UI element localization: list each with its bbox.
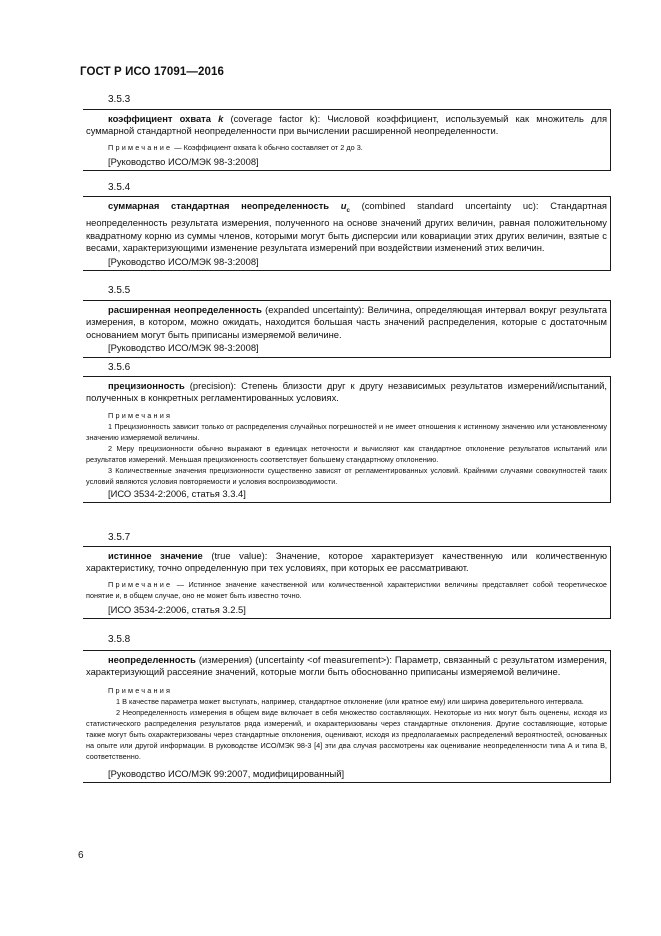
term-entry-3-5-6 xyxy=(83,376,611,503)
term-title: неопределенность xyxy=(108,654,196,665)
note-label: Примечание xyxy=(108,579,173,589)
source-reference: [Руководство ИСО/МЭК 98-3:2008] xyxy=(108,255,259,267)
entry-number: 3.5.3 xyxy=(108,94,131,105)
term-english: (expanded uncertainty) xyxy=(265,304,362,315)
page-number: 6 xyxy=(78,850,84,861)
term-entry-3-5-5 xyxy=(83,300,611,358)
term-title: коэффициент охвата xyxy=(108,113,211,124)
term-entry-3-5-3: коэффициент охвата k (coverage factor k): Числовой коэффициент, используемый как множитель для суммарной стандартной неопределенности при вычислении расширенной неопределенности. Примечание — Коэффициент охвата k обычно составляет от 2 до 3. [Руководство ИСО/МЭК 98-3:2008] xyxy=(83,109,611,171)
source-reference: [Руководство ИСО/МЭК 98-3:2008] xyxy=(108,342,259,354)
term-title: суммарная стандартная неопределенность xyxy=(108,200,330,211)
notes-title: Примечания xyxy=(108,410,173,420)
source-reference: [Руководство ИСО/МЭК 98-3:2008] xyxy=(108,155,259,167)
term-definition: : Параметр, связанный с результатом измерения, характеризующий рассеяние значений, которые могли быть обоснованно приписаны измеряемой величине. xyxy=(86,654,607,678)
term-definition: : Значение, которое характеризует качественную или количественную характеристику, точно определенную при тех условиях, при которых ее рассматривают. xyxy=(86,550,608,574)
entry-number: 3.5.5 xyxy=(108,285,131,296)
notes-title: Примечания xyxy=(108,685,173,695)
term-english: (true value) xyxy=(211,550,265,561)
term-title: расширенная неопределенность xyxy=(108,304,262,315)
term-english: (precision) xyxy=(189,380,234,391)
document-header: ГОСТ Р ИСО 17091—2016 xyxy=(80,66,225,78)
note-text: — Истинное значение качественной или количественной характеристики величины представляет собой теоретическое понятие и, в общем случае, оно не может быть известно точно. xyxy=(86,579,607,600)
note-item: 1 В качестве параметра может выступать, например, стандартное отклонение (или кратное ему) или ширина доверительного интервала. xyxy=(116,696,584,706)
note-text: — Коэффициент охвата k обычно составляет от 2 до 3. xyxy=(172,142,363,152)
note-item: 1 Прецизионность зависит только от распределения случайных погрешностей и не имеет отношения к истинному значению или установленному значению измеряемой величины. xyxy=(86,421,607,442)
term-title: прецизионность xyxy=(108,380,185,391)
entry-number: 3.5.7 xyxy=(108,532,131,543)
term-entry-3-5-4: суммарная стандартная неопределенность $u_c$ (combined standard uncertainty uc): Стандартная неопределенность результата измерения, полученного на основе значений других величин, равная положительному квадратному корню из суммы членов, которыми могут быть дисперсии или ковариации этих других величин, взятые с весами, характеризующими изменение результата измерений при воздействии изменений этих величин. [Руководство ИСО/МЭК 98-3:2008] xyxy=(83,196,611,271)
term-definition: : Числовой коэффициент, используемый как множитель для суммарной стандартной неопределенности при вычислении расширенной неопределенности. xyxy=(86,113,608,137)
source-reference: [ИСО 3534-2:2006, статья 3.3.4] xyxy=(108,487,246,499)
term-english: (coverage factor k) xyxy=(230,113,318,124)
term-definition: : Стандартная неопределенность результата измерения, полученного на основе значений других величин, равная положительному квадратному корню из суммы членов, которыми могут быть дисперсии или ковариации этих других величин, взятые с весами, характеризующими изменение результата измерений при воздействии изменений этих величин. xyxy=(86,200,607,254)
entry-number: 3.5.8 xyxy=(108,634,131,645)
note-item: 2 Меру прецизионности обычно выражают в единицах неточности и вычисляют как стандартное отклонение результатов испытаний или результатов измерений. Меньшая прецизионность соответствует большему стандартному отклонению. xyxy=(86,443,607,464)
term-definition: : Степень близости друг к другу независимых результатов измерений/испытаний, полученных в конкретных регламентированных условиях. xyxy=(86,380,607,404)
term-english: (измерения) (uncertainty <of measurement>) xyxy=(198,654,390,665)
term-definition: : Величина, определяющая интервал вокруг результата измерения, в котором, можно ожидать, находится большая часть значений распределения, которые с достаточным основанием могут быть приписаны измеряемой величине. xyxy=(86,304,607,340)
entry-number: 3.5.4 xyxy=(108,182,131,193)
source-reference: [Руководство ИСО/МЭК 99:2007, модифицированный] xyxy=(108,767,345,779)
term-entry-3-5-7 xyxy=(83,546,611,619)
term-entry-3-5-8 xyxy=(83,650,611,783)
source-reference: [ИСО 3534-2:2006, статья 3.2.5] xyxy=(108,603,246,615)
note-label: Примечание xyxy=(108,142,173,152)
note-item: 2 Неопределенность измерения в общем виде включает в себя множество составляющих. Некоторые из них могут быть оценены, исходя из статистического распределения результатов ряда измерений, и охарактеризованы через стандартные отклонения. Другие составляющие, которые также могут быть охарактеризованы через стандартные отклонения, оценивают, исходя из предполагаемых распределений вероятностей, основанных на опыте или другой информации. В руководстве ИСО/МЭК 98-3 [4] эти два случая рассмотрены как оценивание неопределенности типа А и типа В, соответственно. xyxy=(86,707,607,761)
entry-number: 3.5.6 xyxy=(108,362,131,373)
term-title: истинное значение xyxy=(108,550,203,561)
term-english: (combined standard uncertainty uc) xyxy=(361,200,536,211)
note-item: 3 Количественные значения прецизионности существенно зависят от регламентированных условий. Крайними случаями совокупностей таких условий являются условия повторяемости и условия воспроизводимости. xyxy=(86,465,607,486)
